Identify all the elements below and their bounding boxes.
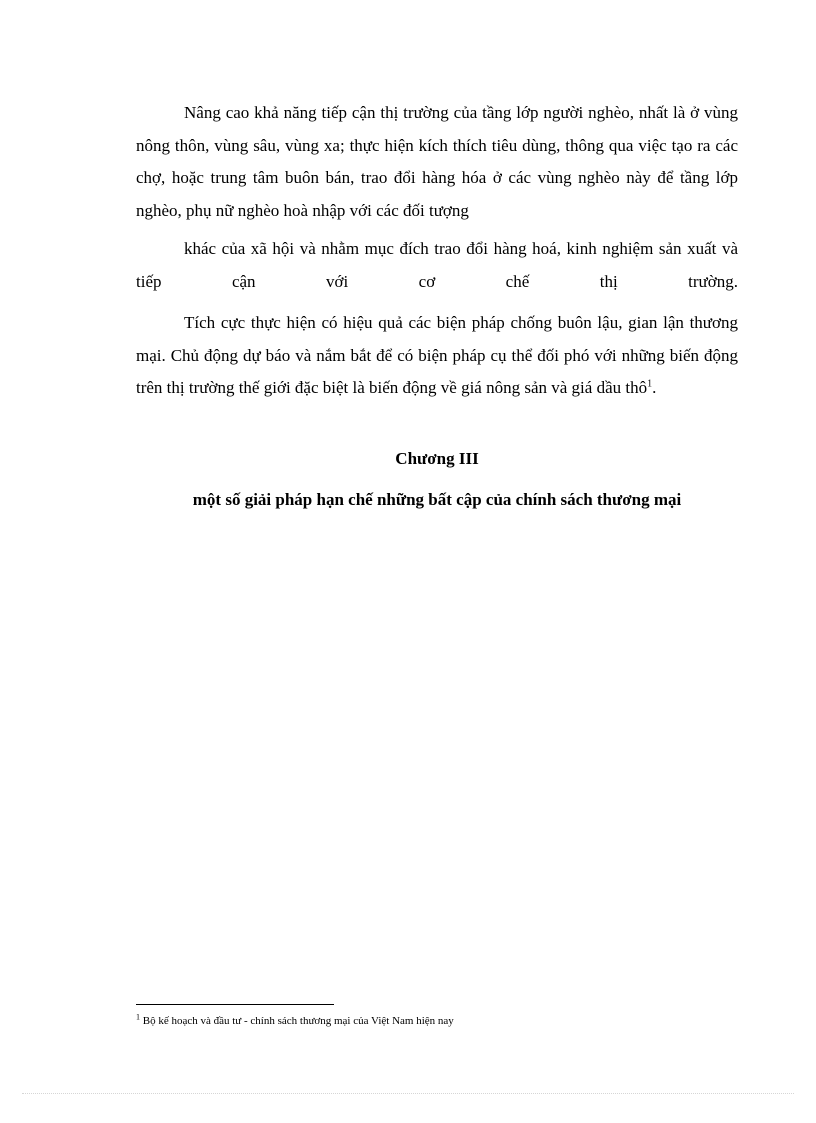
- chapter-subtitle: một số giải pháp hạn chế những bất cập của chính sách thương mại: [192, 490, 682, 509]
- footnote-separator: [136, 1004, 334, 1005]
- footnote: [136, 1014, 454, 1028]
- footnote-number: 1: [136, 1012, 140, 1022]
- chapter-heading: Chương III: [395, 449, 479, 468]
- body-paragraph-2: khác của xã hội và nhằm mục đích trao đổi hàng hoá, kinh nghiệm sản xuất và tiếp cận với cơ chế thị trường.: [136, 239, 738, 291]
- page-bottom-edge: [22, 1093, 794, 1094]
- footnote-reference[interactable]: 1: [647, 378, 653, 390]
- body-paragraph-3-text: Tích cực thực hiện có hiệu quả các biện pháp chống buôn lậu, gian lận thương mại. Chủ động dự báo và nắm bắt để có biện pháp cụ thể đối phó với những biến động trên thị trường thế giới đặc biệt là biến động về giá nông sản và giá dầu thô: [136, 313, 738, 397]
- body-paragraph-1: Nâng cao khả năng tiếp cận thị trường của tầng lớp người nghèo, nhất là ở vùng nông thôn, vùng sâu, vùng xa; thực hiện kích thích tiêu dùng, thông qua việc tạo ra các chợ, hoặc trung tâm buôn bán, trao đổi hàng hóa ở các vùng nghèo này để tầng lớp nghèo, phụ nữ nghèo hoà nhập với các đối tượng: [136, 103, 738, 220]
- body-paragraph-3-end: .: [652, 378, 657, 397]
- body-paragraph-3: [136, 307, 738, 405]
- footnote-text: Bộ kế hoạch và đầu tư - chính sách thương mại của Việt Nam hiện nay: [142, 1015, 454, 1027]
